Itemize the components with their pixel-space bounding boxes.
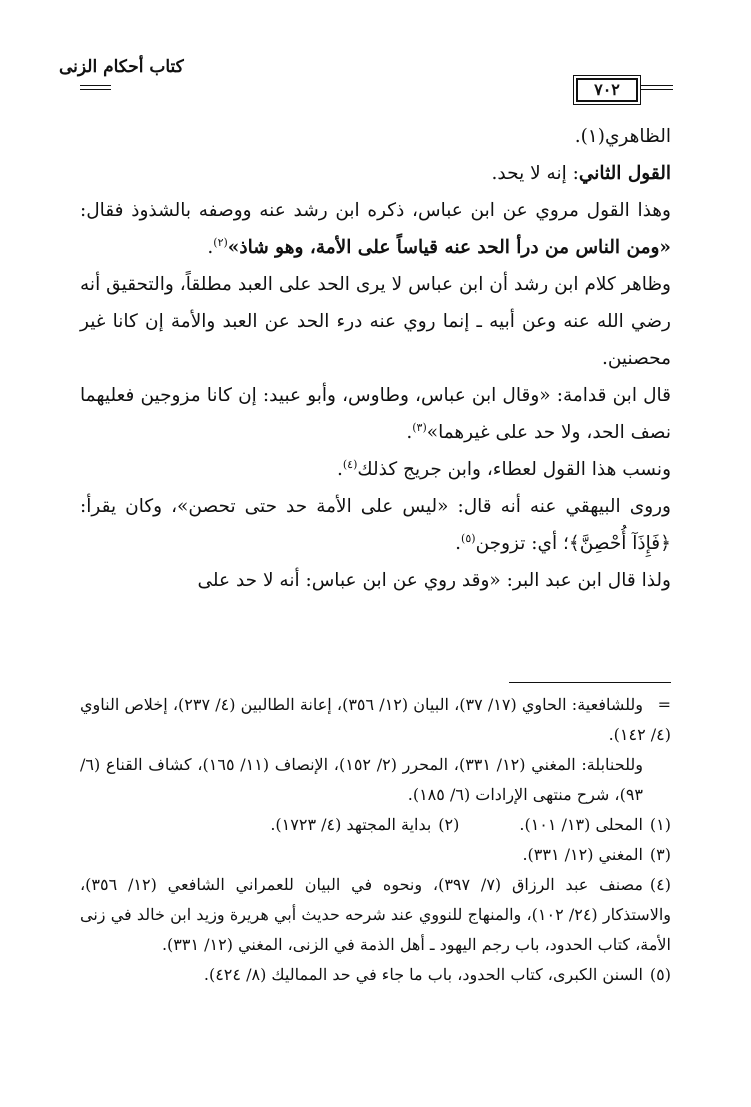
paragraph xyxy=(80,451,671,488)
footnote-text: وللشافعية: الحاوي (١٧/ ٣٧)، البيان (١٢/ ٣٥٦)، إعانة الطالبين (٤/ ٢٣٧)، إخلاص الناوي (٤/ ١٤٢). xyxy=(80,695,671,744)
text-line: . xyxy=(455,533,462,554)
footnote-continuation xyxy=(80,750,671,810)
paragraph xyxy=(80,192,671,266)
footnote-number: (٣) xyxy=(649,845,671,864)
running-header-title: كتاب أحكام الزنى xyxy=(59,57,184,77)
text-line: وروى البيهقي عنه أنه قال: «ليس على الأمة حد حتى تحصن»، وكان يقرأ: ﴿فَإِذَآ أُحْصِنَّ﴾؛ أي: تزوجن xyxy=(80,496,671,554)
footnote xyxy=(270,810,459,840)
footnote-text: مصنف عبد الرزاق (٧/ ٣٩٧)، ونحوه في البيان للعمراني الشافعي (١٢/ ٣٥٦)، والاستذكار (٢٤/ ١٠٢)، والمنهاج للنووي عند شرحه حديث أبي هريرة وزيد ابن خالد في زنى الأمة، كتاب الحدود، باب رجم اليهود ـ أهل الذمة في الزنى، المغني (١٢/ ٣٣١). xyxy=(80,875,671,954)
continuation-marker: = xyxy=(657,695,672,714)
footnote-number: (٢) xyxy=(438,815,460,834)
footnote-number: (٥) xyxy=(649,965,671,984)
text-line: . xyxy=(207,237,214,258)
text-line: . xyxy=(406,422,413,443)
footnotes xyxy=(80,690,671,990)
text-line: ونسب هذا القول لعطاء، وابن جريج كذلك xyxy=(357,459,671,480)
footnote-text: السنن الكبرى، كتاب الحدود، باب ما جاء في حد المماليك (٨/ ٤٢٤). xyxy=(203,965,643,984)
text-line: وظاهر كلام ابن رشد أن ابن عباس لا يرى الحد على العبد مطلقاً، والتحقيق أنه رضي الله عنه وعن أبيه ـ إنما روي عنه درء الحد عن العبد والأمة إن كانا غير محصنين. xyxy=(80,274,671,369)
footnote-text: المغني (١٢/ ٣٣١). xyxy=(522,845,643,864)
text-line: الظاهري(١). xyxy=(574,126,671,147)
header-rule xyxy=(640,85,673,86)
footnote-continuation xyxy=(80,690,671,750)
main-text xyxy=(80,118,671,599)
footnote xyxy=(80,870,671,960)
header-rule xyxy=(80,89,111,90)
footnote xyxy=(519,810,671,840)
text-line: قال ابن قدامة: «وقال ابن عباس، وطاوس، وأبو عبيد: إن كانا مزوجين فعليهما نصف الحد، ولا حد على غيرهما» xyxy=(80,385,671,443)
header-rule xyxy=(80,85,111,86)
quote-bold: «ومن الناس من درأ الحد عنه قياساً على الأمة، وهو شاذ» xyxy=(227,237,671,258)
footnote xyxy=(80,840,671,870)
text-line: : إنه لا يحد. xyxy=(491,163,579,184)
paragraph xyxy=(80,155,671,192)
header-rule xyxy=(640,89,673,90)
footnote-ref: (٣) xyxy=(412,420,427,434)
page-number: ٧٠٢ xyxy=(576,78,638,102)
footnote-number: (١) xyxy=(649,815,671,834)
text-line: وهذا القول مروي عن ابن عباس، ذكره ابن رشد عنه ووصفه بالشذوذ فقال: xyxy=(80,200,671,221)
footnote-text: بداية المجتهد (٤/ ١٧٢٣). xyxy=(270,815,432,834)
section-heading: القول الثاني xyxy=(578,163,671,184)
footnote-text: وللحنابلة: المغني (١٢/ ٣٣١)، المحرر (٢/ ١٥٢)، الإنصاف (١١/ ١٦٥)، كشاف القناع (٦/ ٩٣)، شرح منتهى الإرادات (٦/ ١٨٥). xyxy=(80,755,643,804)
footnote-ref: (٥) xyxy=(461,531,476,545)
footnote-text: المحلى (١٣/ ١٠١). xyxy=(519,815,643,834)
paragraph xyxy=(80,377,671,451)
paragraph xyxy=(80,266,671,377)
paragraph xyxy=(80,118,671,155)
text-line: . xyxy=(336,459,343,480)
footnote-ref: (٢) xyxy=(213,235,228,249)
footnote-divider xyxy=(509,682,671,683)
footnote-ref: (٤) xyxy=(342,457,358,471)
paragraph xyxy=(80,488,671,562)
footnote-row xyxy=(80,810,671,840)
footnote-number: (٤) xyxy=(649,875,671,894)
text-line: ولذا قال ابن عبد البر: «وقد روي عن ابن عباس: أنه لا حد على xyxy=(197,570,671,591)
paragraph xyxy=(80,562,671,599)
footnote xyxy=(80,960,671,990)
